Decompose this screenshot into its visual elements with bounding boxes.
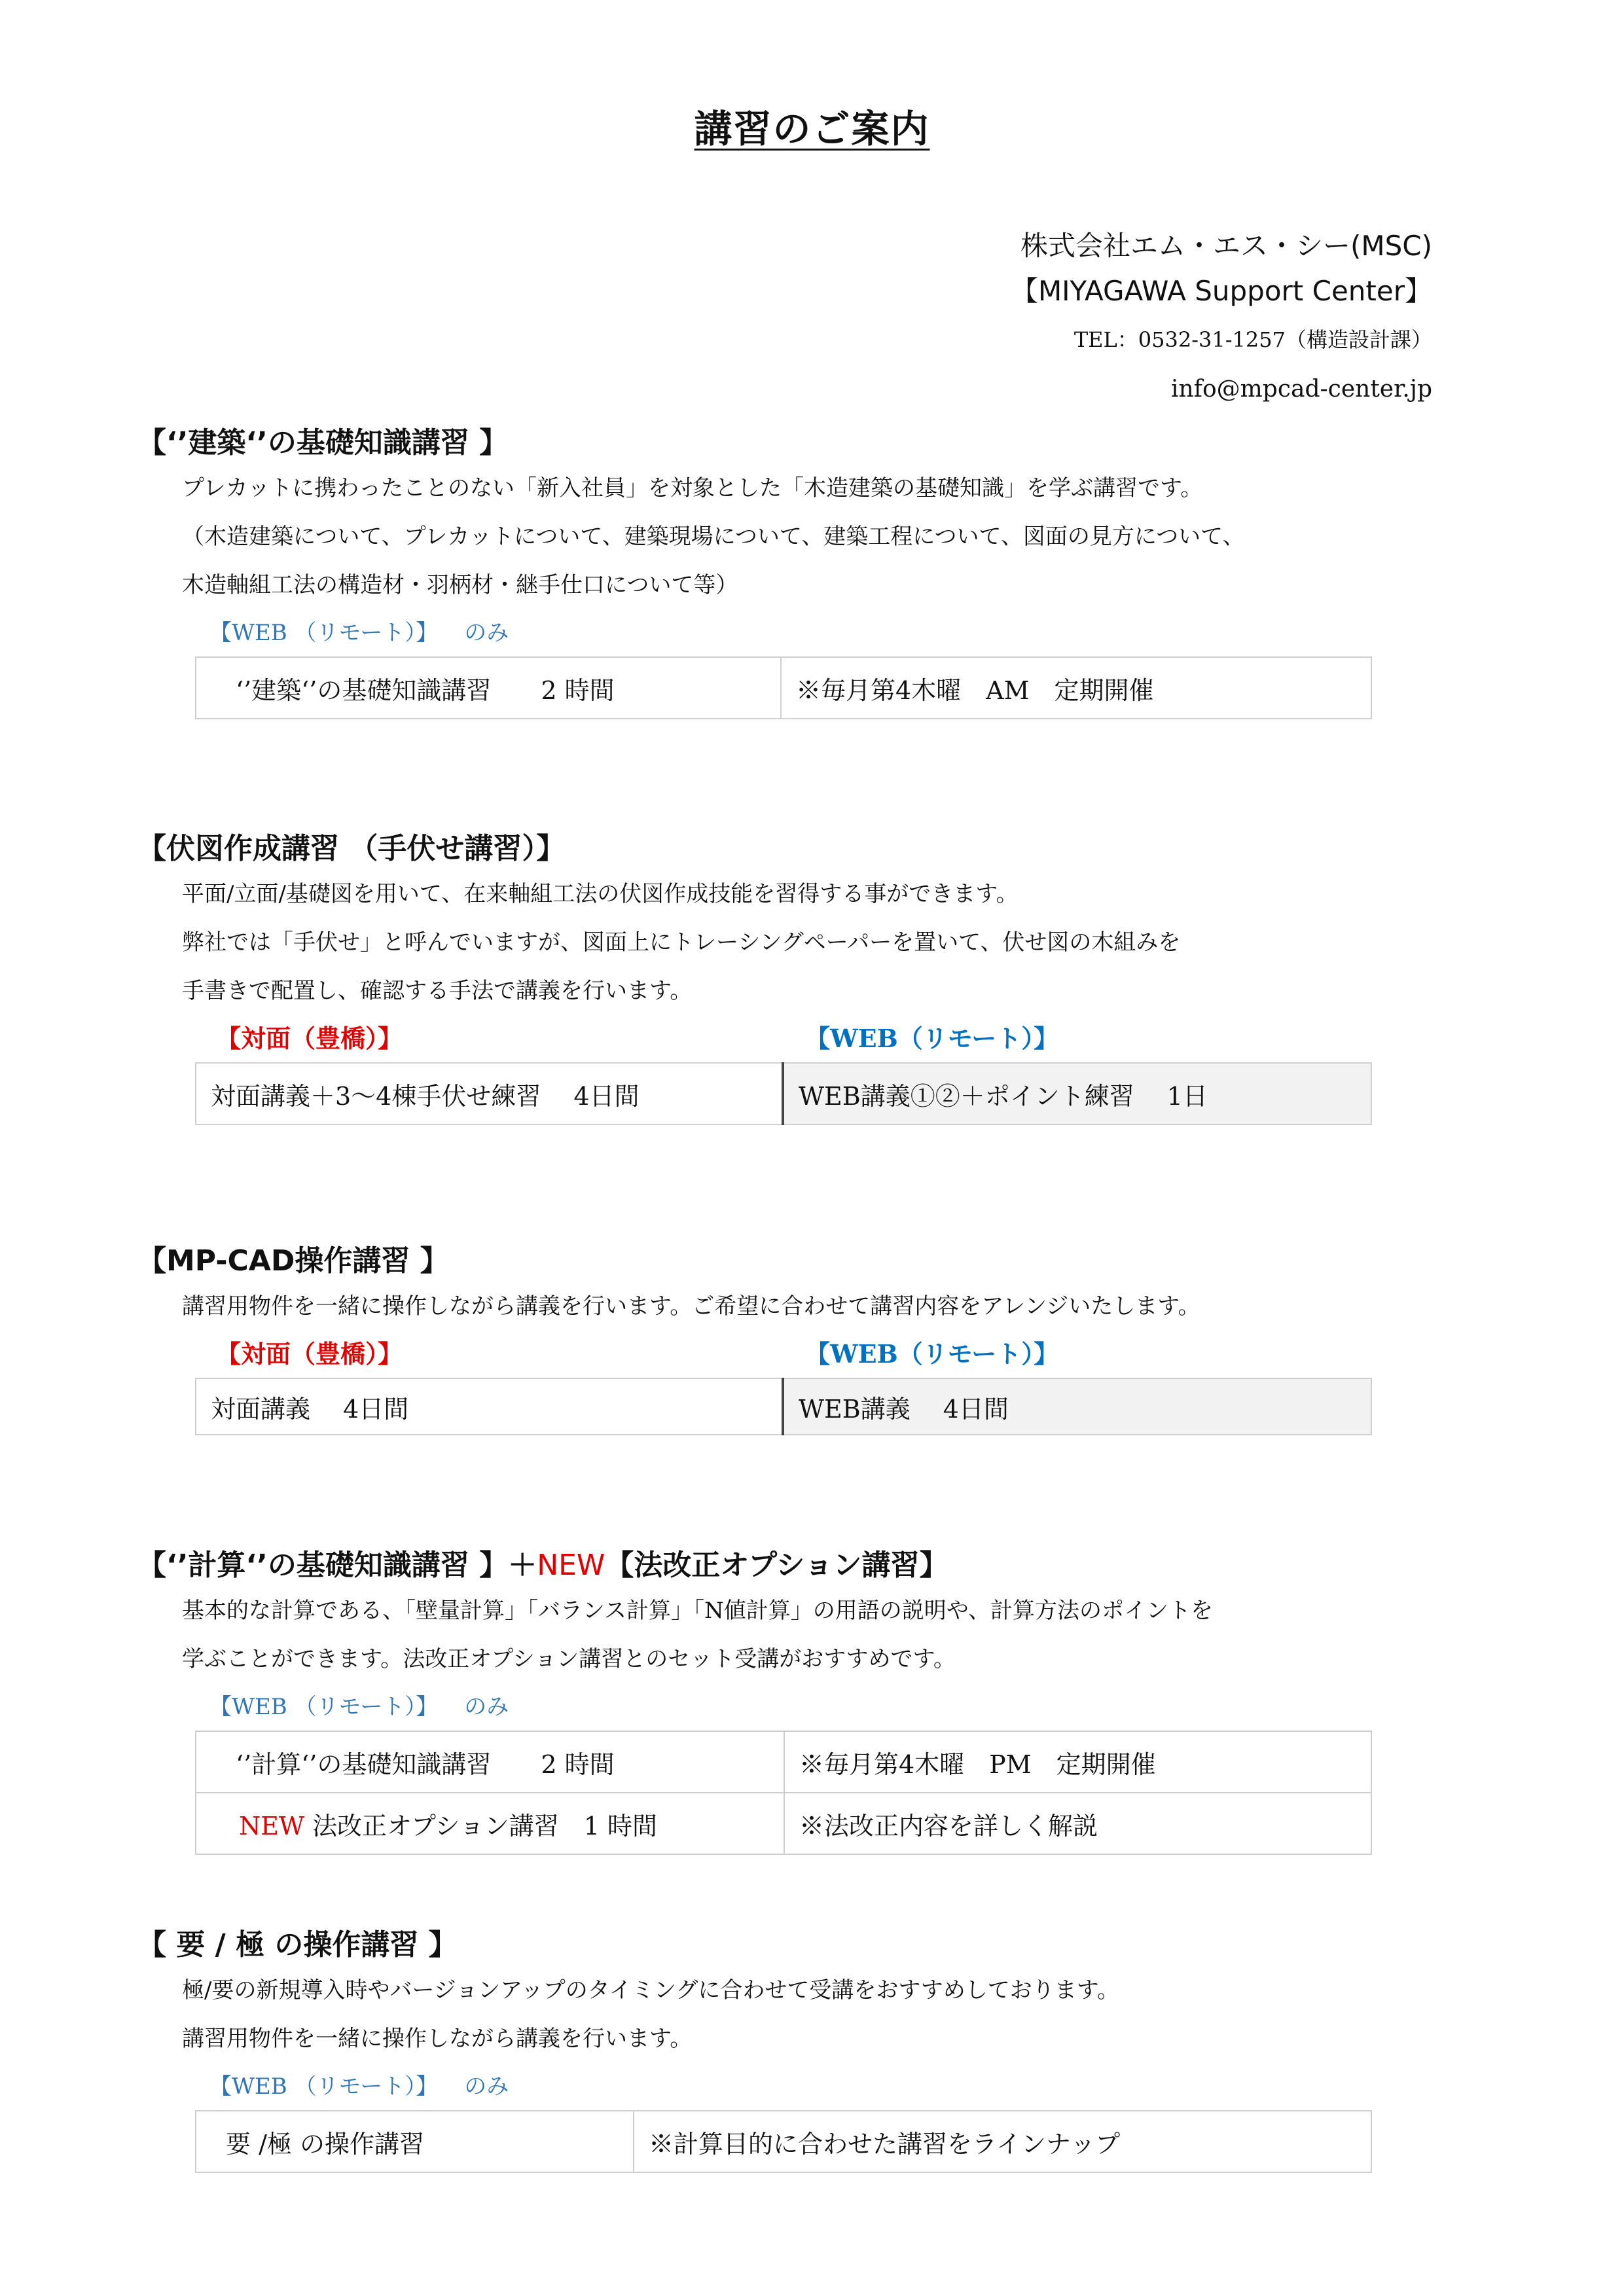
web-only-label: [209, 2063, 1381, 2110]
web-tag: 【WEB（リモート）】: [805, 1339, 1059, 1369]
new-badge: NEW: [537, 1549, 605, 1582]
web-only-label: [209, 1683, 1381, 1731]
table-row: [196, 657, 1371, 719]
section-desc-line: 学ぶことができます。法改正オプション講習とのセット受講がおすすめです。: [182, 1646, 956, 1672]
format-tags: [137, 1331, 1381, 1378]
only-suffix: のみ: [464, 620, 509, 646]
table-row: [196, 1731, 1371, 1793]
section-architecture-basics: [137, 422, 1381, 719]
section-heading: 【 要 / 極 の操作講習 】: [137, 1928, 458, 1962]
web-tag: 【WEB （リモート）】: [209, 620, 439, 646]
table-row: [196, 1378, 1371, 1435]
course-cell: [196, 1793, 784, 1854]
course-table: [195, 1062, 1372, 1125]
section-desc-line: （木造建築について、プレカットについて、建築現場について、建築工程について、図面の見方について、: [182, 524, 1245, 550]
schedule-cell: ※毎月第4木曜 PM 定期開催: [784, 1731, 1371, 1793]
section-desc-line: 手書きで配置し、確認する手法で講義を行います。: [182, 978, 693, 1004]
section-heading: 【MP-CAD操作講習 】: [137, 1244, 449, 1278]
heading-part: 【法改正オプション講習】: [605, 1549, 948, 1582]
heading-part: 【‘’計算‘’の基礎知識講習 】＋: [137, 1549, 537, 1582]
page-title: 講習のご案内: [694, 107, 930, 151]
section-desc-line: 木造軸組工法の構造材・羽柄材・継手仕口について等）: [182, 572, 738, 598]
course-table: [195, 2110, 1372, 2173]
only-suffix: のみ: [464, 1694, 509, 1720]
support-center-name: 【MIYAGAWA Support Center】: [1010, 275, 1432, 307]
course-table: [195, 656, 1372, 719]
web-course-cell: WEB講義 4日間: [783, 1378, 1371, 1435]
section-heading: [137, 1545, 1381, 1587]
section-desc-line: 講習用物件を一緒に操作しながら講義を行います。ご希望に合わせて講習内容をアレンジいたします。: [182, 1293, 1200, 1319]
new-badge: NEW: [239, 1811, 305, 1840]
web-tag: 【WEB（リモート）】: [805, 1024, 1059, 1053]
in-person-course-cell: 対面講義＋3～4棟手伏せ練習 4日間: [196, 1063, 783, 1124]
table-row: [196, 1793, 1371, 1854]
course-cell: ‘’計算‘’の基礎知識講習 2 時間: [196, 1731, 784, 1793]
section-desc-line: 極/要の新規導入時やバージョンアップのタイミングに合わせて受講をおすすめしております。: [182, 1977, 1119, 2003]
web-only-label: [209, 609, 1381, 656]
section-desc-line: 講習用物件を一緒に操作しながら講義を行います。: [182, 2026, 693, 2052]
in-person-tag: 【対面（豊橋）】: [216, 1339, 403, 1369]
company-info: [1011, 226, 1432, 414]
schedule-cell: ※計算目的に合わせた講習をラインナップ: [634, 2111, 1371, 2172]
schedule-cell: ※毎月第4木曜 AM 定期開催: [781, 657, 1371, 719]
only-suffix: のみ: [464, 2073, 509, 2100]
format-tags: [137, 1015, 1381, 1062]
web-course-cell: WEB講義①②＋ポイント練習 1日: [783, 1063, 1371, 1124]
company-name: 株式会社エム・エス・シー(MSC): [1020, 230, 1432, 262]
course-cell: 要 /極 の操作講習: [196, 2111, 634, 2172]
section-desc-line: 平面/立面/基礎図を用いて、在来軸組工法の伏図作成技能を習得する事ができます。: [182, 881, 1019, 907]
course-table: [195, 1731, 1372, 1855]
schedule-cell: ※法改正内容を詳しく解説: [784, 1793, 1371, 1854]
email-address: info@mpcad-center.jp: [1170, 376, 1432, 403]
section-framing-plan: [137, 828, 1381, 1125]
section-heading: 【‘’建築‘’の基礎知識講習 】: [137, 426, 509, 459]
section-desc-line: プレカットに携わったことのない「新入社員」を対象とした「木造建築の基礎知識」を学ぶ講習です。: [182, 475, 1203, 501]
section-desc-line: 弊社では「手伏せ」と呼んでいますが、図面上にトレーシングペーパーを置いて、伏せ図の木組みを: [182, 929, 1181, 956]
section-heading: 【伏図作成講習 （手伏せ講習）】: [137, 832, 566, 865]
web-tag: 【WEB （リモート）】: [209, 1694, 439, 1720]
table-row: [196, 2111, 1371, 2172]
section-calculation-basics: [137, 1545, 1381, 1855]
section-mpcad: [137, 1240, 1381, 1435]
web-tag: 【WEB （リモート）】: [209, 2073, 439, 2100]
phone-number: TEL：0532-31-1257（構造設計課）: [1074, 327, 1432, 352]
in-person-tag: 【対面（豊橋）】: [216, 1024, 403, 1053]
in-person-course-cell: 対面講義 4日間: [196, 1378, 783, 1435]
table-row: [196, 1063, 1371, 1124]
section-desc-line: 基本的な計算である、「壁量計算」「バランス計算」「N値計算」の用語の説明や、計算方法のポイントを: [182, 1598, 1214, 1624]
page-title-wrap: [0, 98, 1624, 153]
course-name: 法改正オプション講習 1 時間: [304, 1811, 657, 1840]
section-kaname-kiwami: [137, 1924, 1381, 2173]
course-cell: ‘’建築‘’の基礎知識講習 2 時間: [196, 657, 781, 719]
course-table: [195, 1378, 1372, 1435]
